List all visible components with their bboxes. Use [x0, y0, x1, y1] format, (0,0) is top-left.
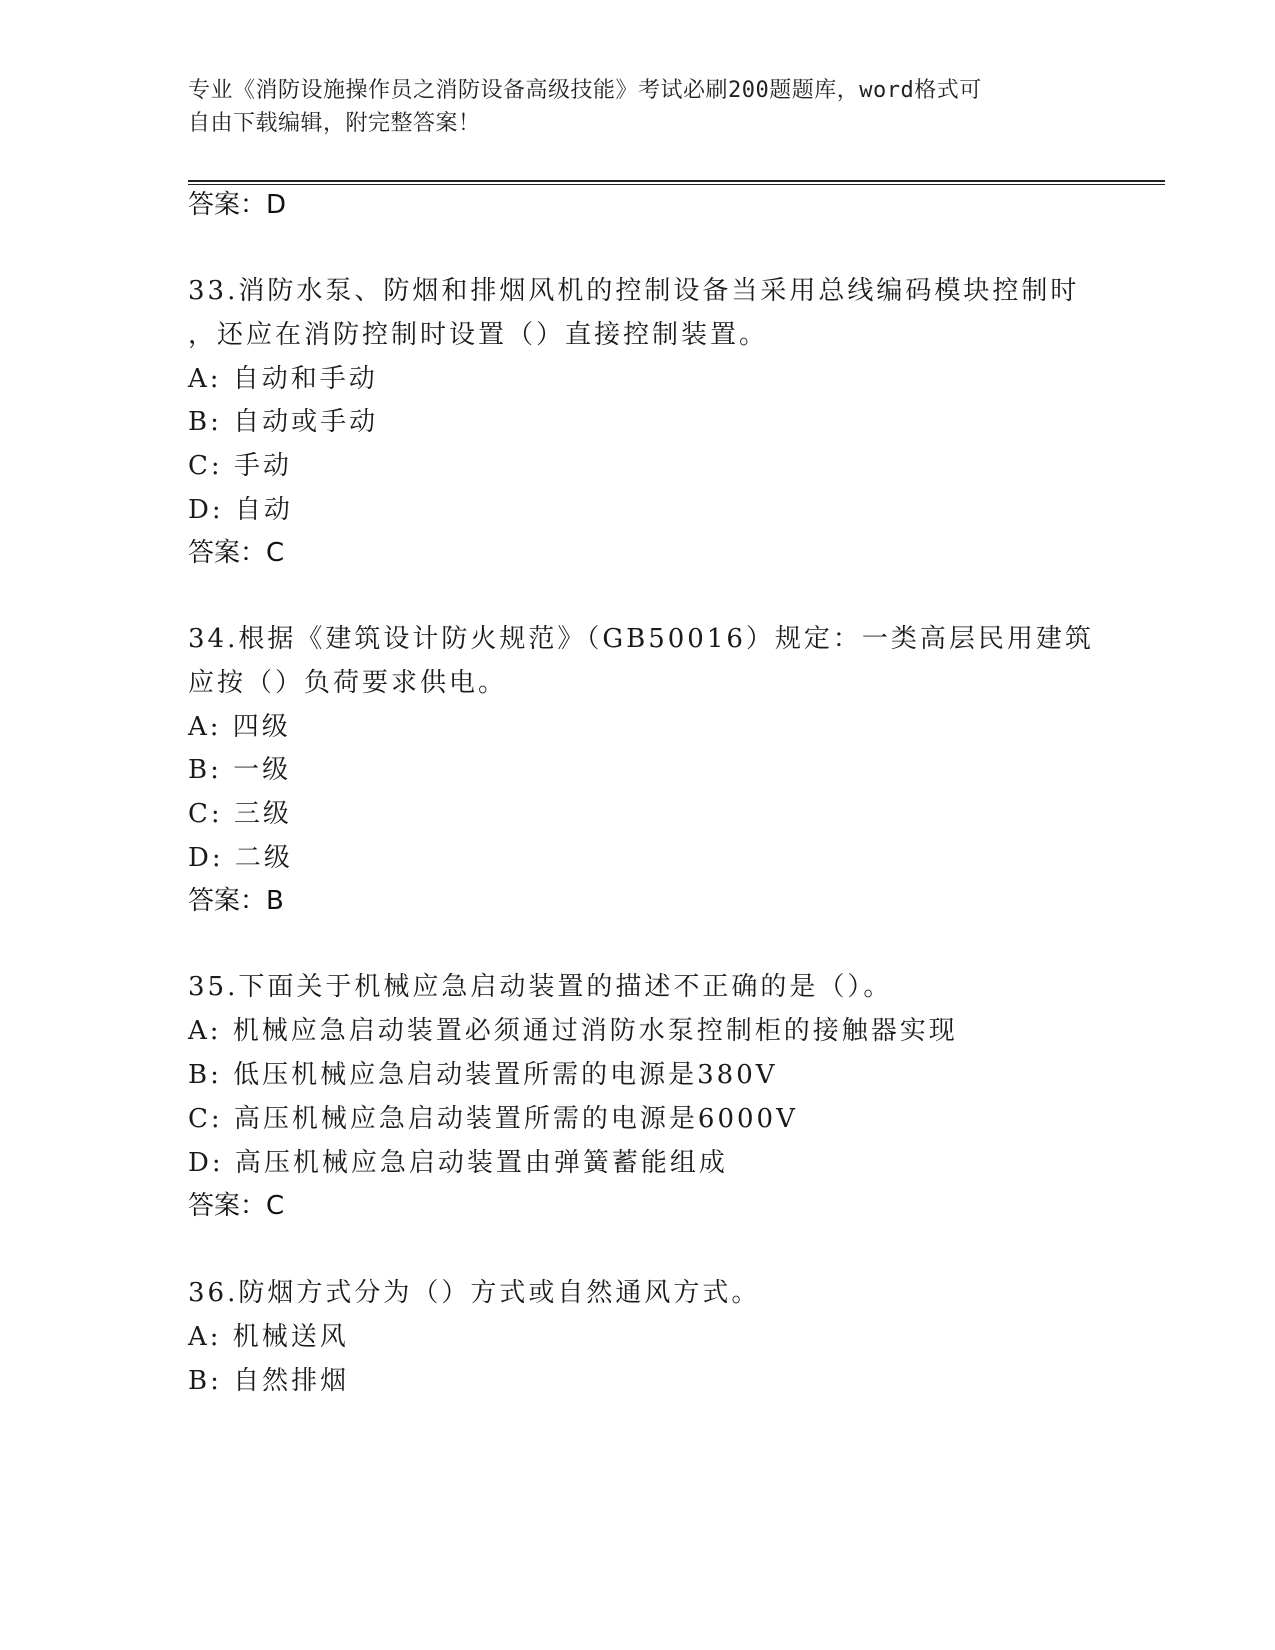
- q34-option-a: A: 四级: [188, 712, 291, 742]
- q36-option-a: A: 机械送风: [188, 1322, 349, 1352]
- q35-option-a: A: 机械应急启动装置必须通过消防水泵控制柜的接触器实现: [188, 1016, 958, 1046]
- q33-option-c: C: 手动: [188, 451, 292, 481]
- q36-stem-line-1: 36.防烟方式分为（）方式或自然通风方式。: [188, 1278, 761, 1308]
- q36-option-b: B: 自然排烟: [188, 1366, 350, 1396]
- q34-option-b: B: 一级: [188, 755, 292, 785]
- q35-option-c: C: 高压机械应急启动装置所需的电源是6000V: [188, 1104, 798, 1134]
- q34-stem-line-1: 34.根据《建筑设计防火规范》（GB50016）规定：一类高层民用建筑: [188, 624, 1094, 654]
- q33-option-a: A: 自动和手动: [188, 364, 378, 394]
- q35-option-b: B: 低压机械应急启动装置所需的电源是380V: [188, 1060, 778, 1090]
- q35-option-d: D: 高压机械应急启动装置由弹簧蓄能组成: [188, 1148, 728, 1178]
- q33-option-d: D: 自动: [188, 495, 293, 525]
- q35-answer: 答案：C: [188, 1191, 285, 1221]
- previous-answer: 答案：D: [188, 190, 287, 220]
- header-divider-thin: [188, 184, 1165, 185]
- header-line-2: 自由下载编辑，附完整答案！: [188, 111, 481, 136]
- header-divider: [188, 180, 1165, 182]
- q33-option-b: B: 自动或手动: [188, 407, 379, 437]
- header-line-1: 专业《消防设施操作员之消防设备高级技能》考试必刷200题题库，word格式可: [188, 78, 982, 103]
- q33-stem-line-1: 33.消防水泵、防烟和排烟风机的控制设备当采用总线编码模块控制时: [188, 276, 1080, 306]
- q33-answer: 答案：C: [188, 538, 285, 568]
- q34-stem-line-2: 应按（）负荷要求供电。: [188, 668, 508, 698]
- q34-option-d: D: 二级: [188, 843, 293, 873]
- q35-stem-line-1: 35.下面关于机械应急启动装置的描述不正确的是（）。: [188, 972, 893, 1002]
- q34-answer: 答案：B: [188, 886, 284, 916]
- q33-stem-line-2: ，还应在消防控制时设置（）直接控制装置。: [188, 320, 769, 350]
- page-header: [188, 74, 1088, 140]
- q34-option-c: C: 三级: [188, 799, 292, 829]
